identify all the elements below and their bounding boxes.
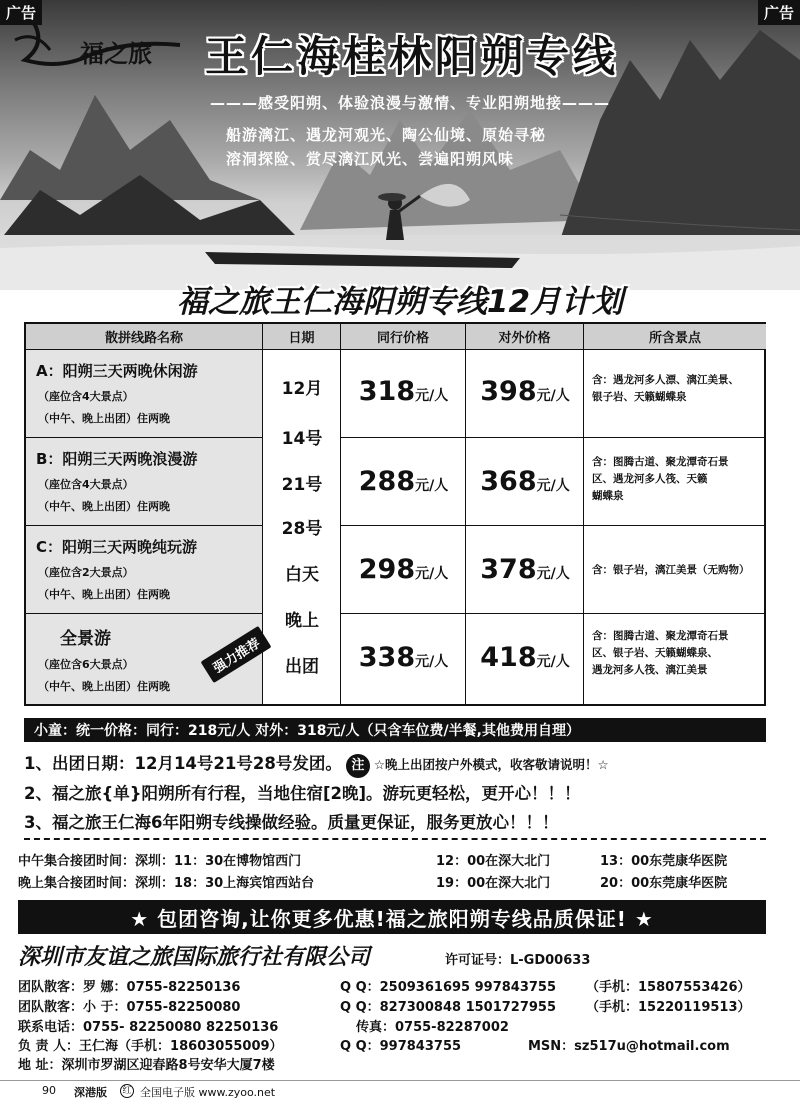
red-badge-icon: 红: [120, 1084, 134, 1098]
spot-line: 含：遇龙河多人漂、漓江美景、: [592, 374, 739, 386]
date-text: 21号: [281, 475, 323, 495]
route-name: B：阳朔三天两晚浪漫游: [36, 450, 198, 468]
row-b-route: [26, 438, 263, 526]
hero-highlight-line-2: 溶洞探险、赏尽漓江风光、尝遍阳朔风味: [226, 150, 515, 168]
meeting-text: 12：00在深大北门: [436, 854, 551, 869]
contact-fax: 传真：0755-82287002: [356, 1020, 509, 1035]
row-a-spots: [584, 350, 766, 438]
dashed-divider: [24, 838, 766, 840]
price-unit: 元/人: [536, 478, 570, 494]
route-note: （中午、晚上出团）住两晚: [38, 500, 170, 513]
row-c-trade: [341, 526, 466, 614]
spot-line: 区、银子岩、天籁蝴蝶泉、: [592, 647, 718, 659]
route-note: （中午、晚上出团）住两晚: [38, 412, 170, 425]
route-name: 全景游: [60, 629, 111, 649]
date-text: 12月: [281, 379, 323, 399]
meeting-text: 19：00在深大北门: [436, 876, 551, 891]
trade-price: 338: [358, 642, 416, 673]
spot-line: 含：图腾古道、聚龙潭奇石景: [592, 456, 729, 468]
route-note: （中午、晚上出团）住两晚: [38, 588, 170, 601]
contact-mobile: （手机：15220119513）: [586, 1000, 751, 1015]
row-b-retail: [466, 438, 584, 526]
row-c-route: [26, 526, 263, 614]
header-attractions: 所含景点: [584, 324, 766, 350]
date-text: 出团: [285, 657, 319, 677]
recommend-stamp: 强力推荐: [201, 626, 272, 683]
date-text: 28号: [281, 519, 323, 539]
itinerary-table: [24, 322, 766, 706]
hero-title: 王仁海桂林阳朔专线: [205, 32, 620, 81]
ad-tag-left: 广告: [0, 0, 42, 25]
trade-price: 318: [358, 376, 416, 407]
note-3: 3、福之旅王仁海6年阳朔专线操做经验。质量更保证，服务更放心！！！: [24, 813, 559, 832]
row-a-route: [26, 350, 263, 438]
trade-price: 298: [358, 554, 416, 585]
promo-banner: ★ 包团咨询,让你更多优惠!福之旅阳朔专线品质保证! ★: [18, 900, 766, 934]
note-2: 2、福之旅{单}阳朔所有行程，当地住宿[2晚]。游玩更轻松，更开心！！！: [24, 784, 581, 803]
contact-qq: Q Q：827300848 1501727955: [340, 1000, 557, 1015]
row-b-spots: [584, 438, 766, 526]
date-text: 白天: [285, 565, 319, 585]
contact-mobile: （手机：15807553426）: [586, 980, 751, 995]
price-unit: 元/人: [536, 566, 570, 582]
retail-price: 378: [480, 554, 537, 585]
spot-line: 区、遇龙河多人筏、天籁: [592, 473, 708, 485]
price-unit: 元/人: [415, 654, 449, 670]
price-unit: 元/人: [536, 654, 570, 670]
meeting-text: 20：00东莞康华医院: [600, 876, 728, 891]
row-c-spots: [584, 526, 766, 614]
edition-label: 深港版: [74, 1086, 107, 1099]
logo-text: 福之旅: [80, 39, 152, 68]
contact-text: 团队散客：罗 娜：0755-82250136: [18, 980, 241, 995]
contact-manager: 负 责 人：王仁海（手机：18603055009）: [18, 1039, 283, 1054]
child-price-bar: 小童：统一价格：同行：218元/人 对外：318元/人（只含车位费/半餐,其他费用自理）: [24, 718, 766, 742]
contact-qq: Q Q：2509361695 997843755: [340, 980, 557, 995]
retail-price: 368: [480, 466, 537, 497]
spot-line: 银子岩、天籁蝴蝶泉: [592, 391, 687, 403]
contact-text: 团队散客：小 于：0755-82250080: [18, 1000, 241, 1015]
price-unit: 元/人: [415, 478, 449, 494]
company-name: 深圳市友谊之旅国际旅行社有限公司: [18, 945, 371, 970]
trade-price: 288: [358, 466, 416, 497]
hero-slogan: ———感受阳朔、体验浪漫与激情、专业阳朔地接———: [210, 94, 611, 112]
route-note: （座位含2大景点）: [38, 566, 134, 579]
contact-phone: 联系电话：0755- 82250080 82250136: [18, 1020, 279, 1035]
header-trade-price: 同行价格: [341, 324, 466, 350]
spot-line: 遇龙河多人筏、漓江美景: [592, 664, 708, 676]
route-note: （座位含6大景点）: [38, 658, 134, 671]
spot-line: 含：图腾古道、聚龙潭奇石景: [592, 630, 729, 642]
row-b-trade: [341, 438, 466, 526]
route-name: C：阳朔三天两晚纯玩游: [36, 538, 198, 556]
page-number: 90: [42, 1084, 56, 1097]
contact-msn: MSN：sz517u@hotmail.com: [528, 1039, 730, 1054]
route-note: （座位含4大景点）: [38, 390, 134, 403]
price-unit: 元/人: [415, 388, 449, 404]
date-column: [263, 350, 341, 704]
evening-note: ☆晚上出团按户外模式，收客敬请说明！☆: [373, 757, 609, 772]
route-note: （中午、晚上出团）住两晚: [38, 680, 170, 693]
license-number: 许可证号：L-GD00633: [445, 953, 591, 968]
page-footer: [0, 1080, 800, 1100]
row-d-trade: [341, 614, 466, 704]
meeting-text: 晚上集合接团时间：深圳：18：30上海宾馆西站台: [18, 876, 315, 891]
row-d-retail: [466, 614, 584, 704]
route-note: （座位含4大景点）: [38, 478, 134, 491]
spot-line: 含：银子岩，漓江美景（无购物）: [592, 564, 750, 576]
header-retail-price: 对外价格: [466, 324, 584, 350]
ad-tag-right: 广告: [758, 0, 800, 25]
header-date: 日期: [263, 324, 341, 350]
row-d-spots: [584, 614, 766, 704]
row-a-retail: [466, 350, 584, 438]
retail-price: 418: [480, 642, 537, 673]
note-1: [24, 750, 784, 778]
meeting-text: 中午集合接团时间：深圳：11：30在博物馆西门: [18, 854, 302, 869]
spot-line: 蝴蝶泉: [592, 490, 624, 502]
row-c-retail: [466, 526, 584, 614]
meeting-text: 13：00东莞康华医院: [600, 854, 728, 869]
hero-banner: [0, 0, 800, 290]
plan-title: 福之旅王仁海阳朔专线12月计划: [176, 284, 624, 320]
hero-highlight-line-1: 船游漓江、遇龙河观光、陶公仙境、原始寻秘: [226, 126, 547, 144]
price-unit: 元/人: [415, 566, 449, 582]
header-route-name: 散拼线路名称: [26, 324, 263, 350]
date-text: 晚上: [285, 611, 319, 631]
site-link[interactable]: 全国电子版 www.zyoo.net: [140, 1086, 276, 1099]
retail-price: 398: [480, 376, 537, 407]
note-1-text: 1、出团日期：12月14号21号28号发团。: [24, 754, 342, 773]
contact-address: 地 址：深圳市罗湖区迎春路8号安华大厦7楼: [18, 1058, 275, 1073]
price-unit: 元/人: [536, 388, 570, 404]
row-a-trade: [341, 350, 466, 438]
date-text: 14号: [281, 429, 323, 449]
route-name: A：阳朔三天两晚休闲游: [36, 362, 198, 380]
contact-qq: Q Q：997843755: [340, 1039, 462, 1054]
note-badge: 注: [346, 754, 370, 778]
